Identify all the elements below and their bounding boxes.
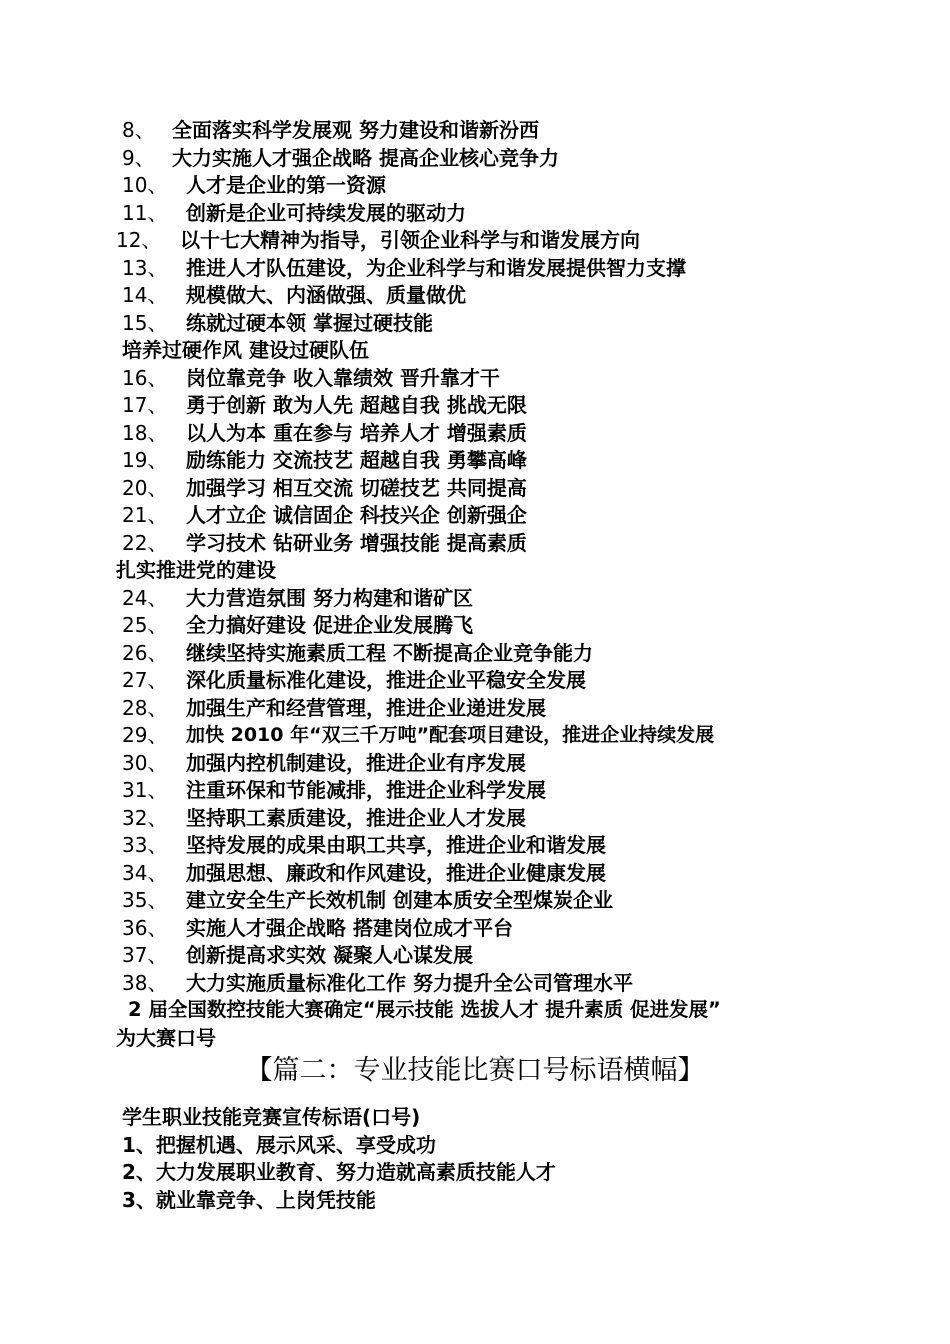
item-number: 16、 — [122, 366, 168, 390]
item-number: 10、 — [122, 173, 168, 197]
item-number: 30、 — [122, 751, 168, 775]
item-text: 创新提高求实效 凝聚人心谋发展 — [186, 943, 473, 967]
item-text: 扎实推进党的建设 — [116, 558, 276, 582]
item-text: 创新是企业可持续发展的驱动力 — [186, 201, 466, 225]
item-number: 24、 — [122, 586, 168, 610]
item-text: 以人为本 重在参与 培养人才 增强素质 — [186, 421, 527, 445]
item-text: 勇于创新 敢为人先 超越自我 挑战无限 — [186, 393, 527, 417]
item-text: 加快 2010 年“双三千万吨”配套项目建设，推进企业持续发展 — [186, 724, 715, 746]
item-number: 15、 — [122, 311, 168, 335]
item-number: 9、 — [122, 146, 155, 170]
item-number: 12、 — [116, 228, 162, 252]
slogan-text: 1、把握机遇、展示风采、享受成功 — [122, 1133, 436, 1157]
item-number: 18、 — [122, 421, 168, 445]
item-text: 全面落实科学发展观 努力建设和谐新汾西 — [172, 118, 539, 142]
item-text: 人才是企业的第一资源 — [186, 173, 386, 197]
item-number: 11、 — [122, 201, 168, 225]
item-number: 21、 — [122, 503, 168, 527]
item-number: 20、 — [122, 476, 168, 500]
item-number: 33、 — [122, 833, 168, 857]
item-text: 人才立企 诚信固企 科技兴企 创新强企 — [186, 503, 527, 527]
item-text: 加强内控机制建设，推进企业有序发展 — [186, 751, 526, 775]
item-text: 大力实施质量标准化工作 努力提升全公司管理水平 — [186, 971, 633, 995]
item-number: 29、 — [122, 723, 168, 747]
item-number: 27、 — [122, 668, 168, 692]
item-number: 38、 — [122, 971, 168, 995]
item-text: 练就过硬本领 掌握过硬技能 — [186, 311, 433, 335]
item-number: 31、 — [122, 778, 168, 802]
item-number: 22、 — [122, 531, 168, 555]
item-text: 加强生产和经营管理，推进企业递进发展 — [186, 696, 546, 720]
item-number: 14、 — [122, 283, 168, 307]
item-text: 继续坚持实施素质工程 不断提高企业竞争能力 — [186, 641, 593, 665]
item-number: 37、 — [122, 943, 168, 967]
item-number: 25、 — [122, 613, 168, 637]
item-text: 注重环保和节能减排，推进企业科学发展 — [186, 778, 546, 802]
item-text: 坚持职工素质建设，推进企业人才发展 — [186, 806, 526, 830]
item-number: 26、 — [122, 641, 168, 665]
contest-note-text: 2 届全国数控技能大赛确定“展示技能 选拔人才 提升素质 促进发展” — [128, 998, 721, 1021]
item-text: 实施人才强企战略 搭建岗位成才平台 — [186, 916, 513, 940]
item-text: 全力搞好建设 促进企业发展腾飞 — [186, 613, 473, 637]
slogan-text: 2、大力发展职业教育、努力造就高素质技能人才 — [122, 1160, 556, 1184]
item-number: 8、 — [122, 118, 155, 142]
item-number: 17、 — [122, 393, 168, 417]
item-text: 励练能力 交流技艺 超越自我 勇攀高峰 — [186, 448, 527, 472]
item-number: 19、 — [122, 448, 168, 472]
item-text: 坚持发展的成果由职工共享，推进企业和谐发展 — [186, 833, 606, 857]
item-text: 大力营造氛围 努力构建和谐矿区 — [186, 586, 473, 610]
section-heading: 【篇二：专业技能比赛口号标语横幅】 — [245, 1055, 705, 1086]
item-number: 13、 — [122, 256, 168, 280]
item-text: 大力实施人才强企战略 提高企业核心竞争力 — [172, 146, 559, 170]
slogan-text: 3、就业靠竞争、上岗凭技能 — [122, 1188, 376, 1212]
item-text: 以十七大精神为指导，引领企业科学与和谐发展方向 — [180, 228, 640, 252]
item-number: 32、 — [122, 806, 168, 830]
item-text: 深化质量标准化建设，推进企业平稳安全发展 — [186, 668, 586, 692]
item-number: 35、 — [122, 888, 168, 912]
item-text: 规模做大、内涵做强、质量做优 — [186, 283, 466, 307]
contest-note-text: 为大赛口号 — [116, 1026, 216, 1050]
item-text: 加强思想、廉政和作风建设，推进企业健康发展 — [186, 861, 606, 885]
item-number: 28、 — [122, 696, 168, 720]
item-text: 培养过硬作风 建设过硬队伍 — [122, 338, 369, 362]
item-text: 加强学习 相互交流 切磋技艺 共同提高 — [186, 476, 527, 500]
item-text: 岗位靠竞争 收入靠绩效 晋升靠才干 — [186, 366, 500, 390]
item-text: 学习技术 钻研业务 增强技能 提高素质 — [186, 531, 527, 555]
item-number: 36、 — [122, 916, 168, 940]
item-text: 建立安全生产长效机制 创建本质安全型煤炭企业 — [186, 888, 613, 912]
section-subtitle: 学生职业技能竞赛宣传标语(口号) — [122, 1105, 421, 1129]
item-number: 34、 — [122, 861, 168, 885]
item-text: 推进人才队伍建设，为企业科学与和谐发展提供智力支撑 — [186, 256, 686, 280]
